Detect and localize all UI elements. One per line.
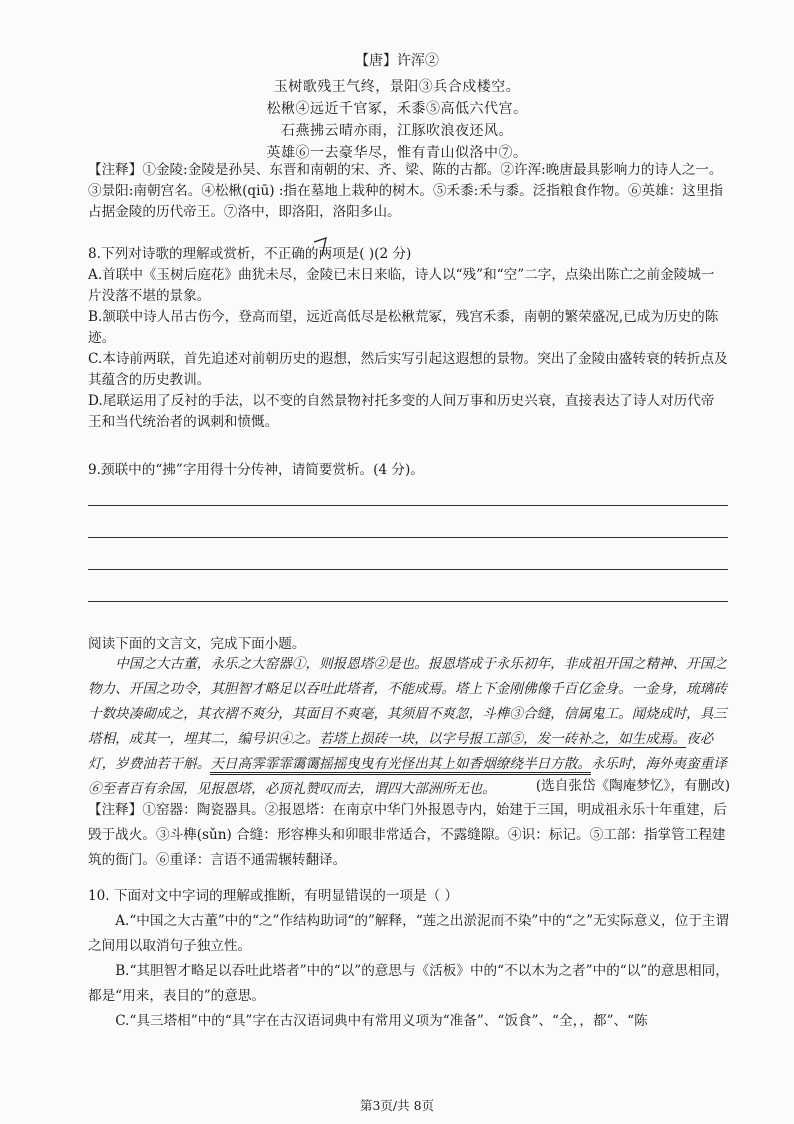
passage-text-a: 中国之大古董，永乐之大窑器①，则报恩塔②是也。报恩塔成于永乐初年，非成祖开国之精神、开国之物力、开国之功令，其胆智才略足以吞吐此塔者，不能成焉。塔上下金刚佛像千百亿金身。一金身，琉璃砖十数块凑砌成之，其衣褶不爽分，其面目不爽毫，其须眉不爽忽，斗榫③合缝，信属鬼工。闻烧成时，具三塔相，成其一，埋其二，编号识④之。 — [88, 656, 727, 747]
question-8-option-c: C.本诗前两联，首先追述对前朝历史的遐想，然后实写引起这遐想的景物。突出了金陵由盛转衰的转折点及其蕴含的历史教训。 — [88, 351, 728, 388]
question-8-option-a: A.首联中《玉树后庭花》曲犹未尽，金陵已末日来临，诗人以“残”和“空”二字，点染出陈亡之前金陵城一片没落不堪的景象。 — [88, 267, 715, 304]
question-8 — [88, 244, 728, 433]
question-8-option-b: B.颔联中诗人吊古伤今，登高而望，远近高低尽是松楸荒冢，残宫禾黍，南朝的繁荣盛况,已成为历史的陈迹。 — [88, 309, 719, 346]
poem-notes: 【注释】①金陵:金陵是孙吴、东晋和南朝的宋、齐、梁、陈的古都。②许浑:晚唐最具影响力的诗人之一。③景阳:南朝宫名。④松楸(qiū) :指在墓地上栽种的树木。⑤禾黍:禾与黍。泛指粮食作物。⑥英雄：这里指占据金陵的历代帝王。⑦洛中，即洛阳，洛阳多山。 — [88, 162, 724, 220]
poem-line-3: 石燕拂云晴亦雨，江豚吹浪夜还风。 — [281, 123, 513, 139]
poem-line-4: 英雄⑥一去豪华尽，惟有青山似洛中⑦。 — [266, 145, 528, 161]
answer-line-3[interactable] — [88, 569, 728, 570]
passage-underline-double: 天日高霁霏霏霭霭摇摇曳曳有光怪出其上如香烟缭绕半日方散。 — [210, 756, 591, 775]
question-10-stem: 10. 下面对文中字词的理解或推断，有明显错误的一项是（ ） — [88, 888, 459, 904]
question-8-option-d: D.尾联运用了反衬的手法，以不变的自然景物衬托多变的人间万事和历史兴衰，直接表达了诗人对历代帝王和当代统治者的讽刺和愤慨。 — [88, 393, 715, 430]
pen-tick-mark-icon — [312, 236, 340, 258]
question-10-option-b: B.“其胆智才略足以吞吐此塔者”中的“以”的意思与《活板》中的“不以木为之者”中的“以”的意思相同，都是“用来，表目的”的意思。 — [88, 963, 729, 1004]
reading-intro: 阅读下面的文言文，完成下面小题。 — [88, 636, 306, 652]
passage-underline-single: 若塔上损砖一块，以字号报工部⑤，发一砖补之，如生成焉。 — [319, 731, 687, 747]
question-10 — [88, 884, 738, 1034]
question-10-option-a: A.“中国之大古董”中的“之”作结构助词“的”解释，“莲之出淤泥而不染”中的“之”无实际意义，位于主谓之间用以取消句子独立性。 — [88, 913, 729, 954]
question-10-option-c: C.“具三塔相”中的“具”字在古汉语词典中有常用义项为“准备”、“饭食”、“全，，都”、“陈 — [115, 1013, 648, 1029]
passage-source: (选自张岱《陶庵梦忆》，有删改) — [535, 778, 730, 794]
poem-line-1: 玉树歌残王气终，景阳③兵合戍楼空。 — [273, 79, 521, 95]
page-number: 第3页/共 8页 — [359, 1098, 435, 1113]
answer-line-4[interactable] — [88, 601, 728, 602]
answer-line-1[interactable] — [88, 505, 728, 506]
question-8-stem: 8.下列对诗歌的理解或赏析，不正确的两项是( )(2 分) — [88, 246, 412, 262]
poem-title: 【唐】许浑② — [355, 53, 439, 69]
passage-notes: 【注释】①窑器：陶瓷器具。②报恩塔：在南京中华门外报恩寺内，始建于三国，明成祖永乐十年重建，后毁于战火。③斗榫(sǔn) 合缝：形容榫头和卯眼非常适合，不露缝隙。④识：标记。⑤工部：指掌管工程建筑的衙门。⑥重译：言语不通需辗转翻译。 — [88, 802, 727, 868]
passage-text-c: 永乐时，海外夷蛮重译⑥至者百有余国，见报恩塔，必顶礼赞叹而去，谓四大部洲所无也。 — [88, 756, 727, 797]
poem-line-2: 松楸④远近千官冢，禾黍⑤高低六代宫。 — [266, 101, 528, 117]
passage-text-b: 夜必灯，岁费油若干斛。 — [88, 731, 714, 772]
question-9-stem: 9.颈联中的“拂”字用得十分传神，请简要赏析。(4 分)。 — [88, 462, 424, 478]
answer-line-2[interactable] — [88, 537, 728, 538]
